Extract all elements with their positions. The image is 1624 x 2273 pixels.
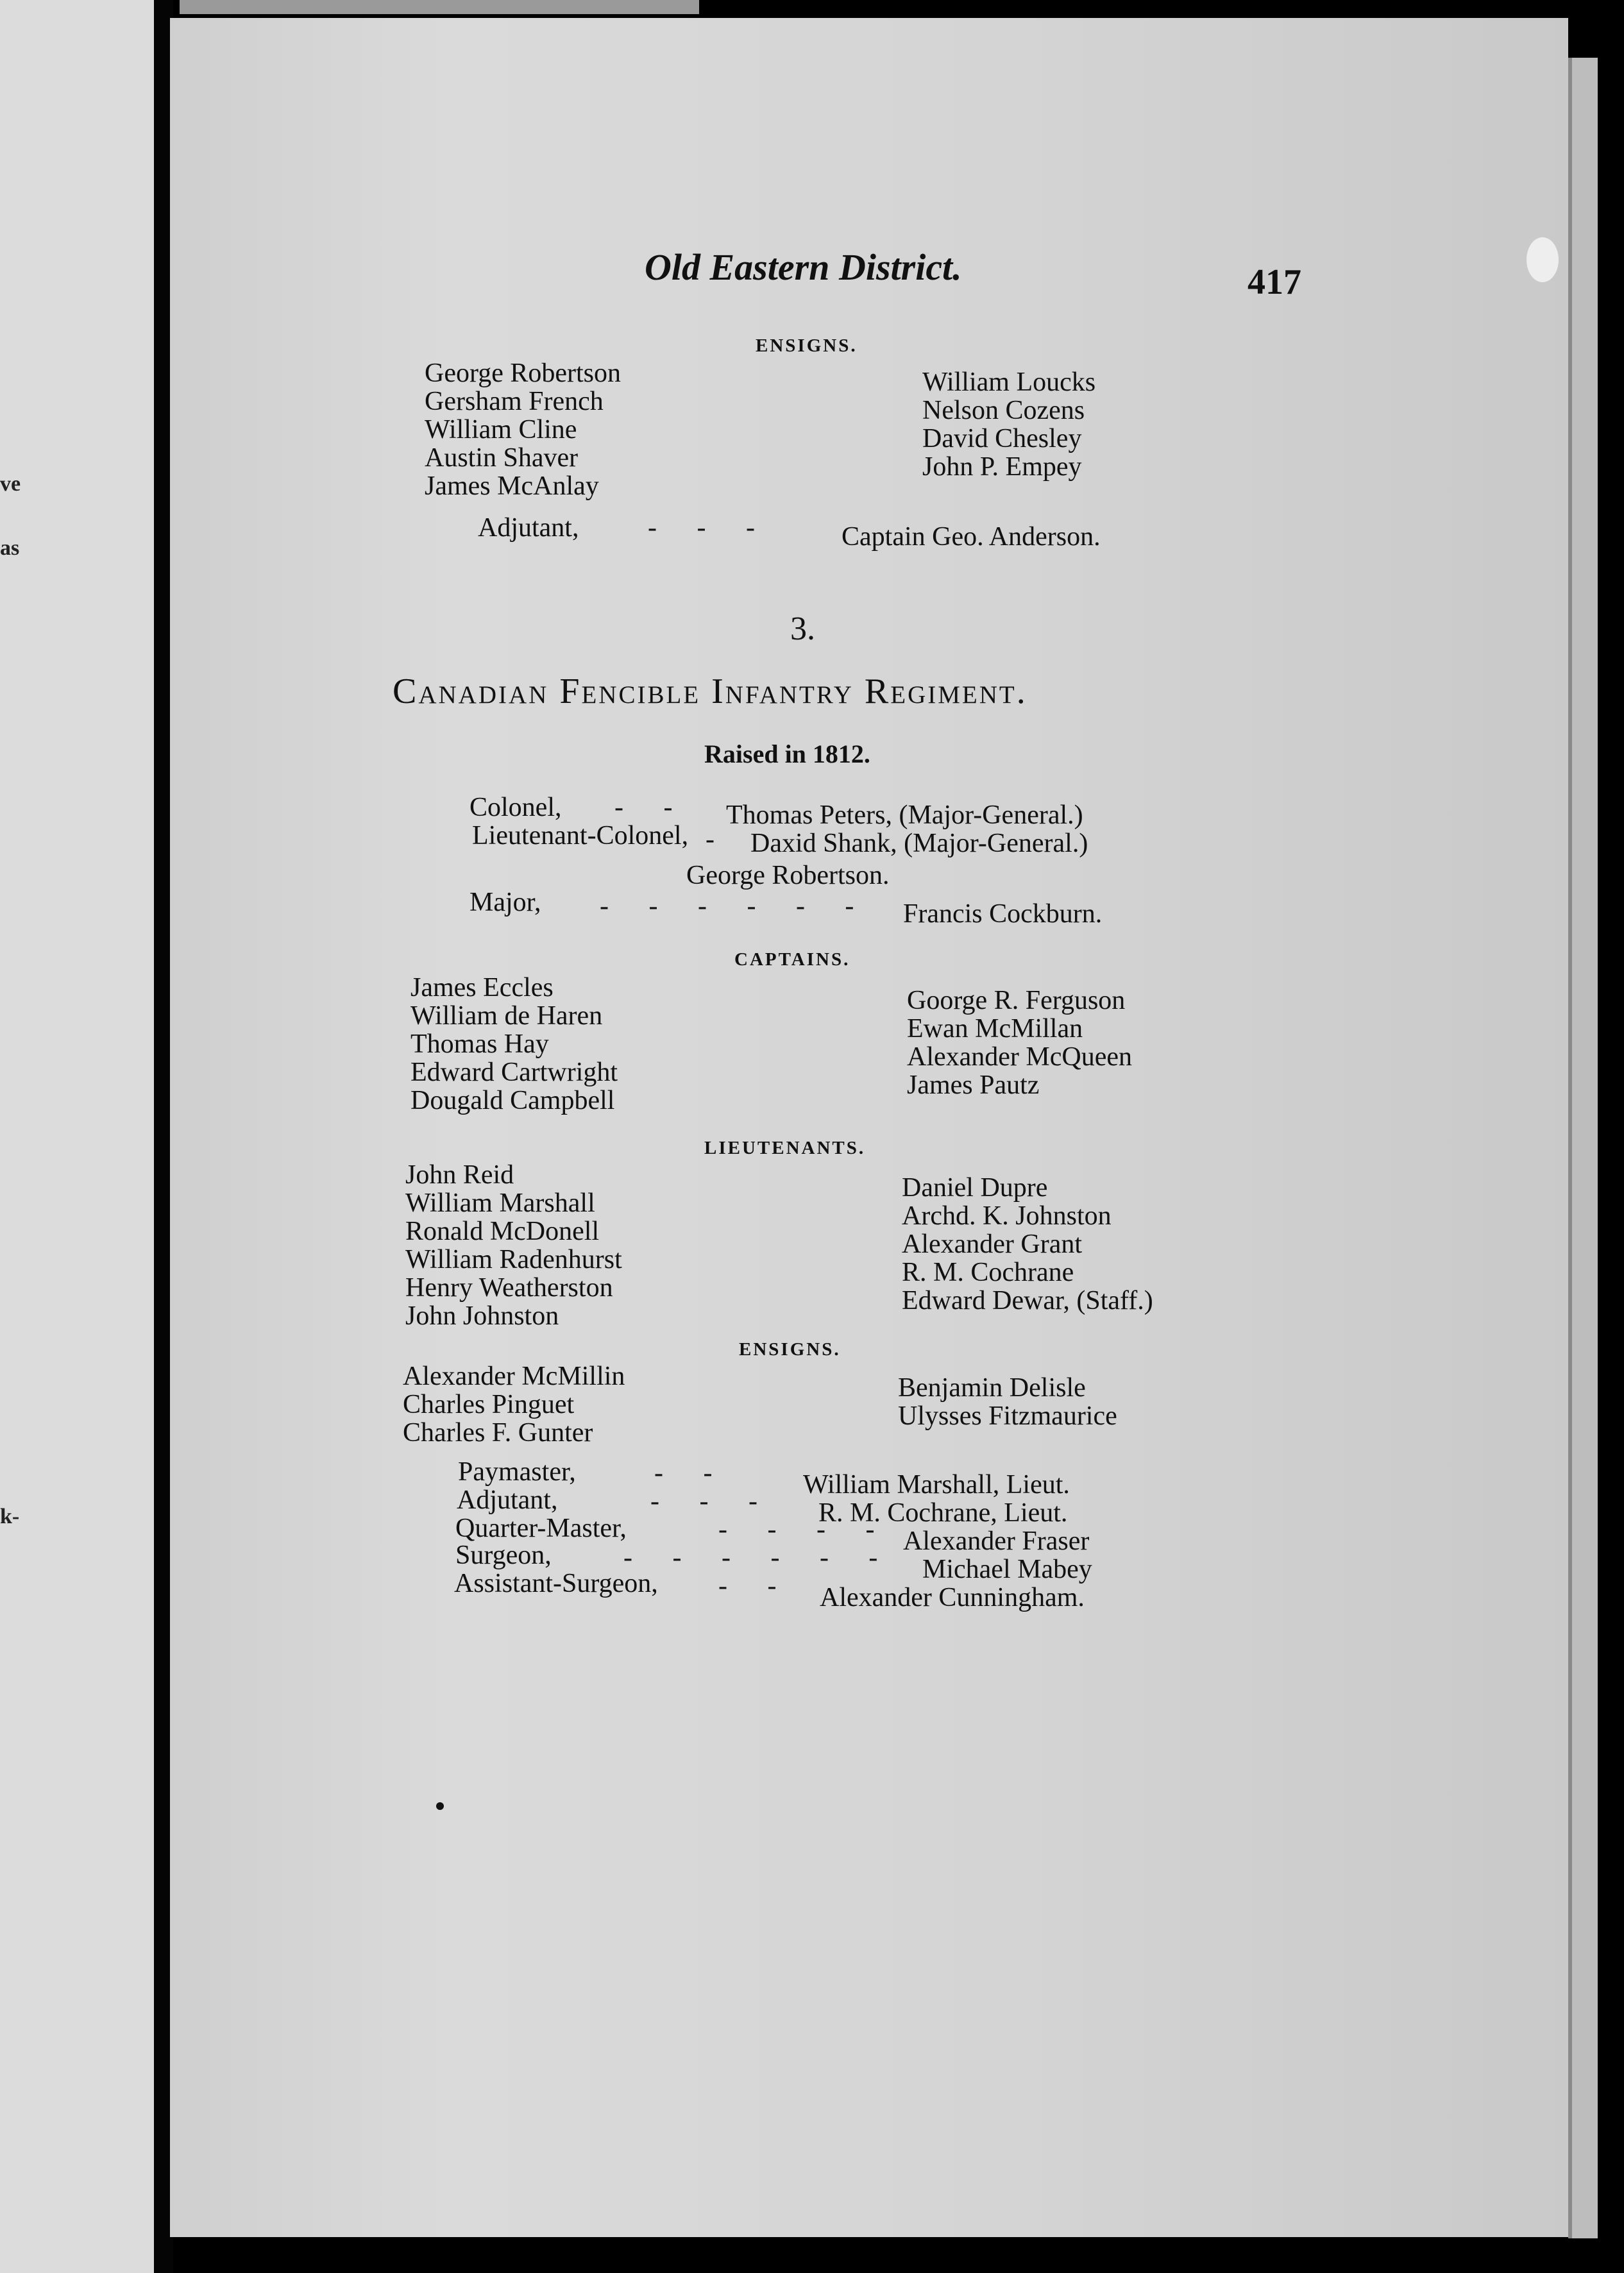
ensigns-right-column xyxy=(922,368,1095,481)
ensigns-heading: ENSIGNS. xyxy=(739,1339,841,1360)
leader-dots: - - - - - - xyxy=(600,891,871,921)
list-item: John Johnston xyxy=(405,1301,559,1331)
staff-name: R. M. Cochrane, Lieut. xyxy=(818,1498,1068,1528)
ink-dot xyxy=(436,1802,444,1810)
leader-dots: - xyxy=(706,825,731,854)
leader-dots: - - - xyxy=(650,1487,774,1516)
list-item: William Marshall xyxy=(405,1188,595,1218)
page-number: 417 xyxy=(1248,262,1301,302)
leader-dots: - - xyxy=(718,1571,793,1601)
list-item: Benjamin Delisle xyxy=(898,1373,1086,1403)
regiment-title: Canadian Fencible Infantry Regiment. xyxy=(393,672,1028,711)
lieutenants-left-column xyxy=(405,1161,622,1330)
leader-dots: - - - - - - xyxy=(623,1543,895,1573)
staff-role: Adjutant, xyxy=(457,1485,558,1515)
list-item: Edward Cartwright xyxy=(410,1058,618,1087)
officer-role: Colonel, xyxy=(469,793,562,822)
top-page-edge xyxy=(180,0,699,14)
adjutant-name: Captain Geo. Anderson. xyxy=(842,522,1101,552)
list-item: Goorge R. Ferguson xyxy=(907,986,1126,1015)
officer-name: George Robertson. xyxy=(686,861,890,890)
left-page-fragment: as xyxy=(0,536,20,560)
ensigns-right-column xyxy=(898,1374,1117,1430)
list-item: Archd. K. Johnston xyxy=(902,1201,1112,1231)
officer-name: Thomas Peters, (Major-General.) xyxy=(726,800,1083,830)
ensigns-left-column xyxy=(403,1362,625,1447)
officer-role: Major, xyxy=(469,888,541,917)
list-item: Charles Pinguet xyxy=(403,1390,575,1419)
list-item: William Loucks xyxy=(922,368,1096,397)
list-item: Alexander McMillin xyxy=(403,1362,625,1391)
list-item: Daniel Dupre xyxy=(902,1173,1048,1203)
list-item: Alexander Grant xyxy=(902,1229,1083,1259)
leader-dots: - - xyxy=(654,1458,729,1488)
staff-role: Surgeon, xyxy=(455,1541,552,1570)
leader-dots: - - - - xyxy=(718,1515,892,1544)
paper-smudge xyxy=(1527,237,1559,282)
book-page xyxy=(170,18,1568,2237)
captains-left-column xyxy=(410,974,618,1115)
list-item: William Radenhurst xyxy=(405,1245,622,1274)
page-right-edge xyxy=(1568,58,1598,2238)
leader-dots: - - xyxy=(614,793,689,822)
list-item: Ewan McMillan xyxy=(907,1014,1083,1044)
staff-role: Assistant-Surgeon, xyxy=(454,1569,658,1598)
running-title: Old Eastern District. xyxy=(645,246,962,288)
staff-name: Alexander Cunningham. xyxy=(820,1583,1085,1612)
list-item: John Reid xyxy=(405,1160,514,1190)
list-item: James McAnlay xyxy=(425,471,599,501)
staff-name: Michael Mabey xyxy=(922,1555,1092,1584)
list-item: Thomas Hay xyxy=(410,1029,549,1059)
list-item: Austin Shaver xyxy=(425,443,579,473)
officer-role: Lieutenant-Colonel, xyxy=(472,821,689,850)
officer-name: Francis Cockburn. xyxy=(903,899,1103,929)
ensigns-left-column xyxy=(425,359,621,500)
list-item: Alexander McQueen xyxy=(907,1042,1133,1072)
list-item: George Robertson xyxy=(425,359,621,388)
left-page-fragment: ve xyxy=(0,472,21,496)
list-item: James Pautz xyxy=(907,1070,1040,1100)
list-item: R. M. Cochrane xyxy=(902,1258,1074,1287)
list-item: James Eccles xyxy=(410,973,554,1002)
list-item: William Cline xyxy=(425,415,577,444)
list-item: David Chesley xyxy=(922,424,1082,453)
list-item: William de Haren xyxy=(410,1001,603,1031)
leader-dots: - - - xyxy=(648,513,772,543)
list-item: Ulysses Fitzmaurice xyxy=(898,1401,1117,1431)
list-item: Edward Dewar, (Staff.) xyxy=(902,1286,1153,1315)
list-item: Dougald Campbell xyxy=(410,1086,615,1115)
staff-role: Quarter-Master, xyxy=(455,1514,627,1543)
list-item: John P. Empey xyxy=(922,452,1082,482)
list-item: Nelson Cozens xyxy=(922,396,1085,425)
captains-heading: CAPTAINS. xyxy=(734,949,850,970)
left-page-edge xyxy=(0,0,154,2273)
adjutant-role: Adjutant, xyxy=(478,513,579,543)
lieutenants-heading: LIEUTENANTS. xyxy=(704,1138,866,1158)
left-page-fragment: k- xyxy=(0,1505,20,1528)
list-item: Ronald McDonell xyxy=(405,1217,600,1246)
ensigns-heading: ENSIGNS. xyxy=(756,335,858,356)
officer-name: Daxid Shank, (Major-General.) xyxy=(750,829,1088,858)
list-item: Henry Weatherston xyxy=(405,1273,613,1303)
staff-name: William Marshall, Lieut. xyxy=(803,1470,1070,1500)
lieutenants-right-column xyxy=(902,1174,1153,1315)
captains-right-column xyxy=(907,986,1132,1099)
staff-role: Paymaster, xyxy=(458,1457,576,1487)
list-item: Gersham French xyxy=(425,387,604,416)
list-item: Charles F. Gunter xyxy=(403,1418,593,1448)
staff-name: Alexander Fraser xyxy=(903,1526,1090,1556)
section-number: 3. xyxy=(790,611,815,647)
raised-date: Raised in 1812. xyxy=(704,739,870,768)
